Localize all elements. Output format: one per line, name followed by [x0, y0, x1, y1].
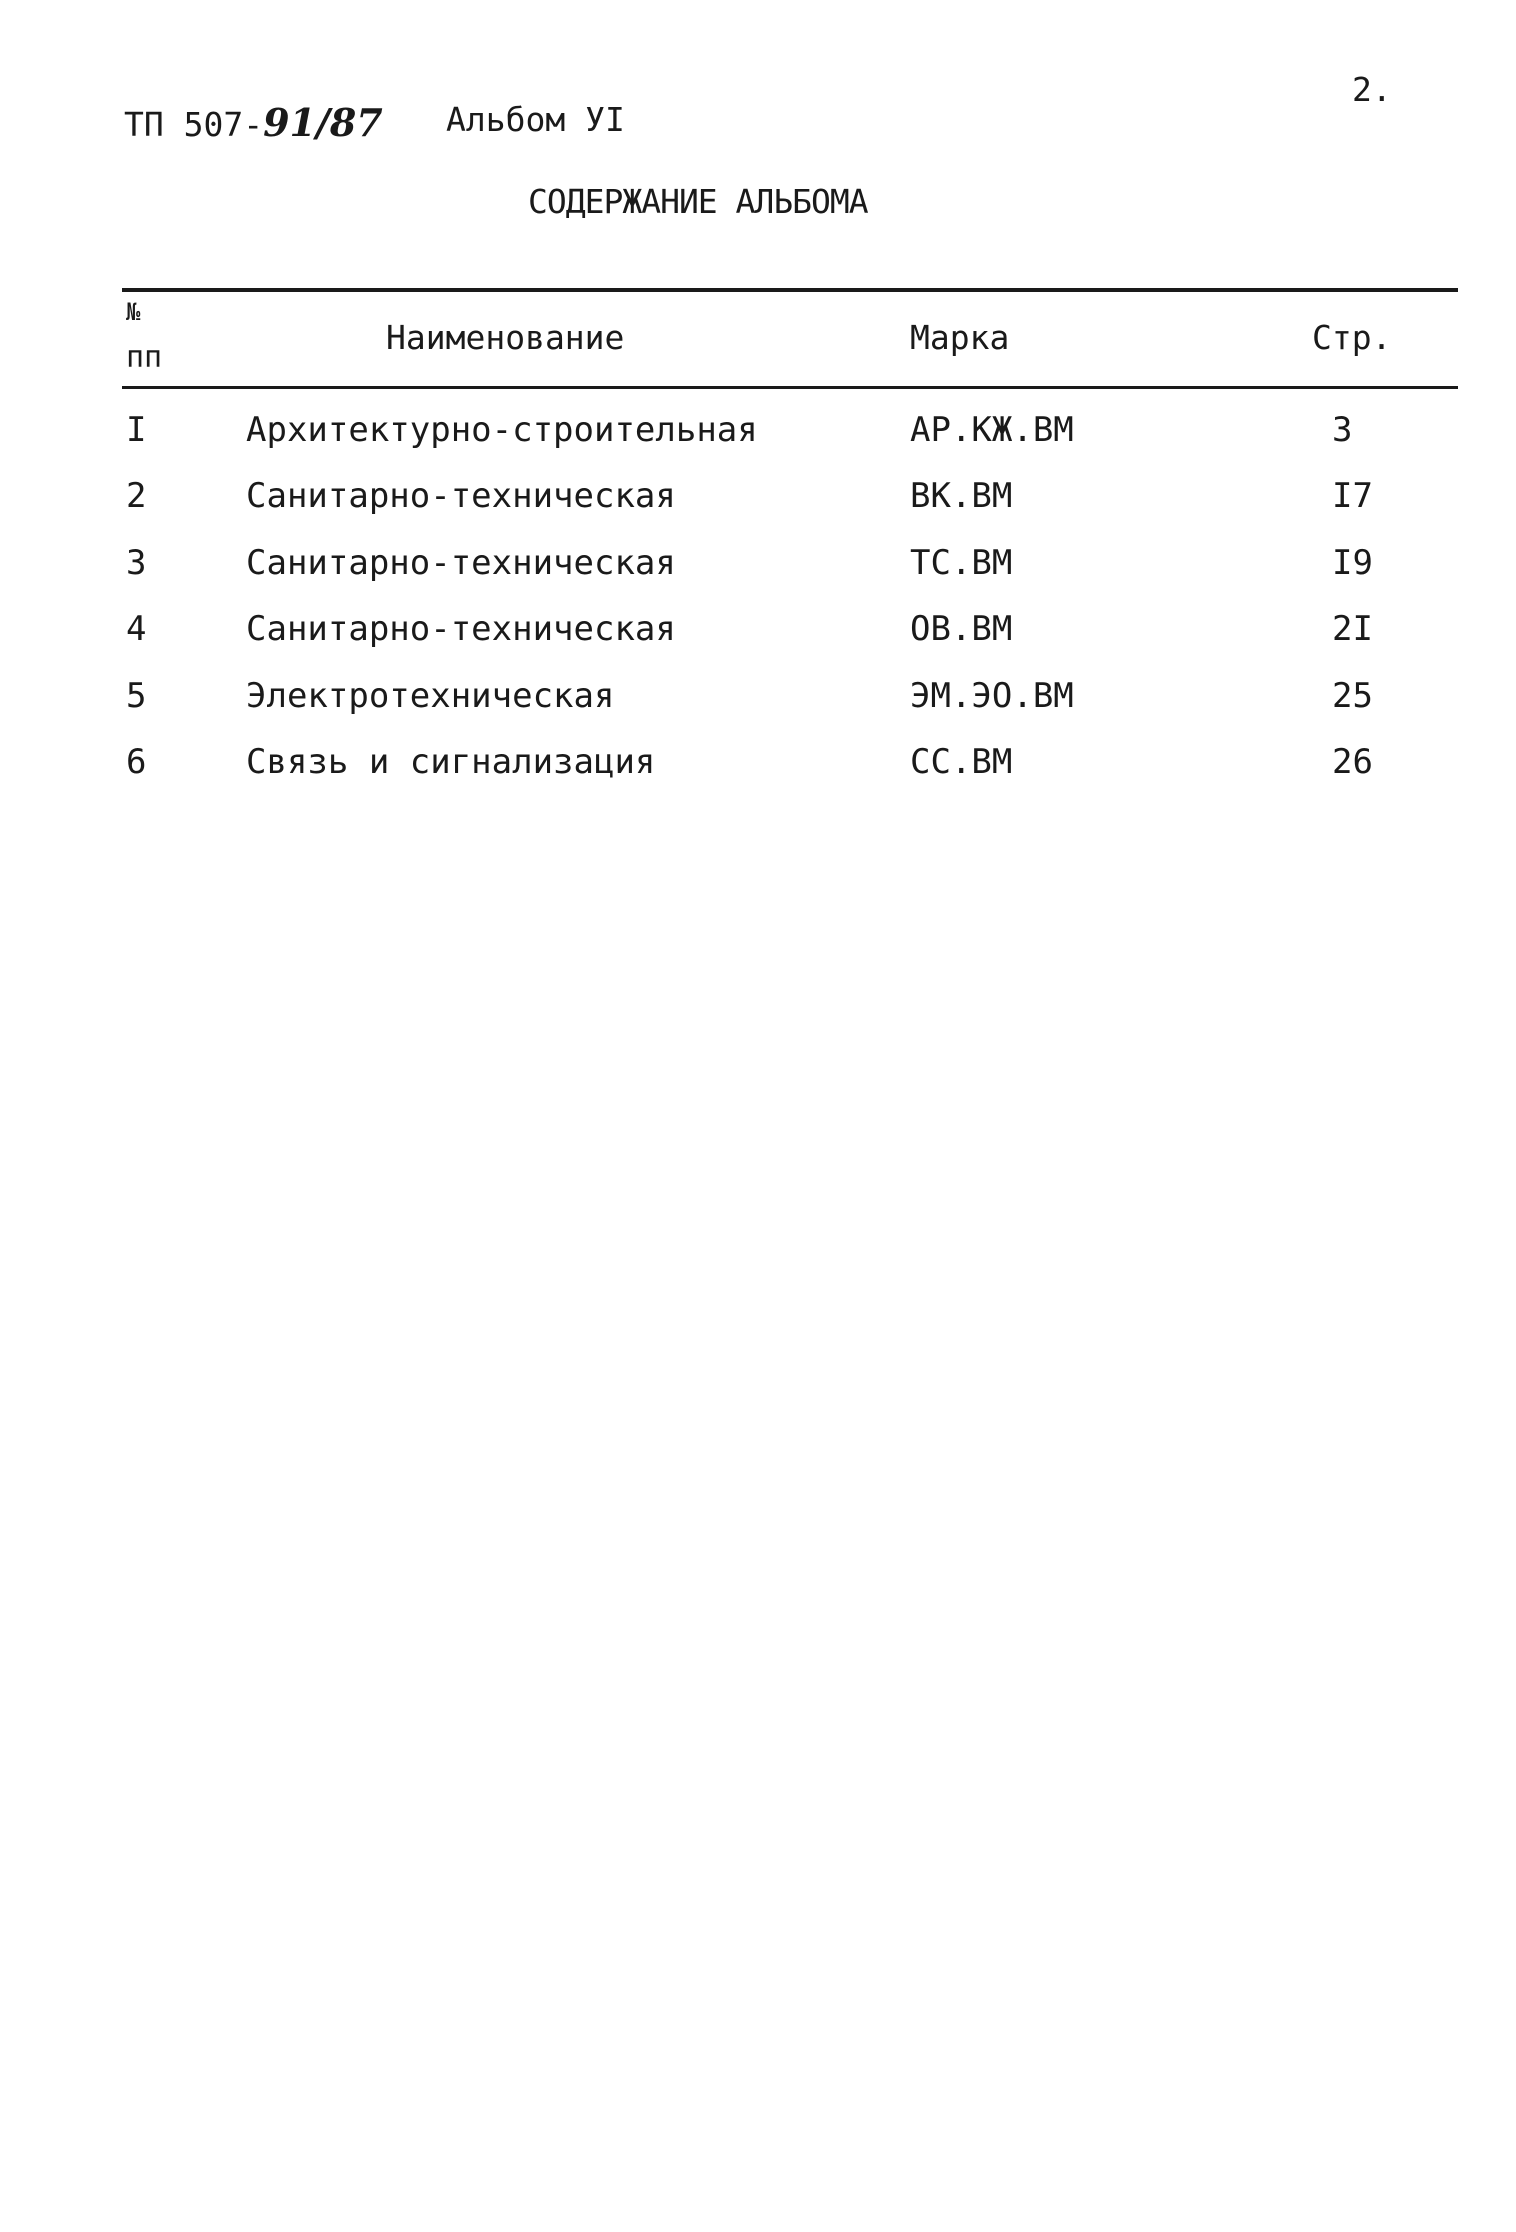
table-row: [0, 410, 1516, 476]
row-number: 2: [126, 476, 147, 517]
row-mark: ЭМ.ЭО.ВМ: [910, 675, 1074, 716]
page-number: 2.: [1352, 70, 1392, 109]
table-top-rule: [122, 288, 1458, 292]
column-header-number-abbr: пп: [126, 340, 163, 375]
table-row: [0, 543, 1516, 609]
document-code-handwritten: 91/87: [263, 100, 383, 145]
row-number: 3: [126, 542, 147, 583]
row-name: Санитарно-техническая: [246, 609, 676, 650]
column-header-page: Стр.: [1312, 318, 1392, 357]
row-page: I9: [1332, 542, 1373, 583]
row-mark: ТС.ВМ: [910, 542, 1013, 583]
table-row: [0, 742, 1516, 808]
table-body: [0, 410, 1516, 808]
row-page: 2I: [1332, 609, 1373, 650]
row-mark: ОВ.ВМ: [910, 609, 1013, 650]
row-number: I: [126, 410, 147, 450]
row-name: Санитарно-техническая: [246, 476, 676, 517]
column-header-name: Наименование: [386, 318, 625, 357]
table-row: [0, 676, 1516, 742]
table-row: [0, 609, 1516, 675]
album-label: Альбом УI: [446, 100, 625, 139]
row-name: Архитектурно-строительная: [246, 410, 758, 450]
row-mark: ВК.ВМ: [910, 476, 1013, 517]
table-header-rule: [122, 386, 1458, 389]
row-number: 5: [126, 675, 147, 716]
row-page: 25: [1332, 675, 1373, 716]
row-mark: СС.ВМ: [910, 741, 1013, 782]
row-mark: АР.КЖ.ВМ: [910, 410, 1074, 450]
row-name: Электротехническая: [246, 675, 615, 716]
row-name: Связь и сигнализация: [246, 741, 656, 782]
document-code: [124, 100, 383, 145]
column-header-mark: Марка: [910, 318, 1010, 357]
row-page: 26: [1332, 741, 1373, 782]
row-page: I7: [1332, 476, 1373, 517]
row-number: 6: [126, 741, 147, 782]
row-page: 3: [1332, 410, 1353, 450]
document-code-prefix: ТП 507-: [124, 105, 264, 144]
page-title: СОДЕРЖАНИЕ АЛЬБОМА: [528, 182, 868, 221]
table-row: [0, 476, 1516, 542]
row-number: 4: [126, 609, 147, 650]
column-header-number-sign: №: [126, 298, 141, 326]
row-name: Санитарно-техническая: [246, 542, 676, 583]
